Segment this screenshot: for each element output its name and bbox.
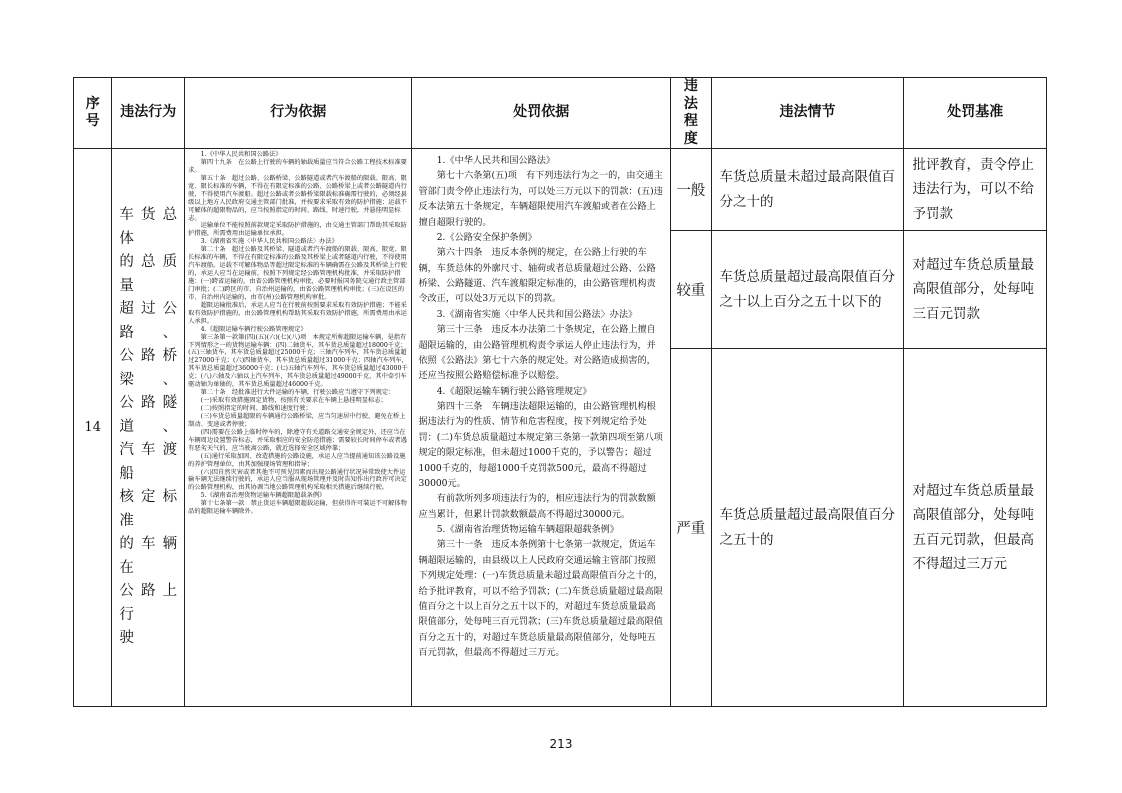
basis-paragraph: 第二十条 超过公路及其桥梁、隧道或者汽车渡船的限载、限高、限宽、限长标准的车辆，不得在有限定标准的公路及其桥梁上或者隧道内行驶，不得使用汽车渡船。运载不可解体物品等超过限定标准的车辆确需在公路及其桥梁上行驶的，承运人应当在运输前，按照下列规定经公路管理机构批准，并采取防护措施：(一)跨省运输的，由省公路管理机构审批，必要时报国务院交通行政主管部门审批；(二)跨区的市、自治州运输的，由省公路管理机构审批；(三)在设区的市、自治州内运输的，由市(州)公路管理机构审批。 [188, 246, 407, 301]
violation-line: 超过公路、 [119, 301, 178, 341]
row-number: 14 [74, 149, 112, 707]
basis-paragraph: (五)通行采取加固、改造措施的公路设施，承运人应当提前通知该公路设施的养护管理单位，由其加强现场管理和指导； [188, 452, 406, 468]
header-standard: 处罚基准 [904, 78, 1047, 149]
basis-paragraph: 运输单位不能按照前款规定采取防护措施的，由交通主管部门帮助其采取防护措施，所需费用由运输单位承担。 [188, 222, 407, 238]
basis-paragraph: 第二十条 经批准进行大件运输的车辆，行驶公路应当遵守下列规定： [200, 389, 395, 397]
penalty-paragraph: 第六十四条 违反本条例的规定，在公路上行驶的车辆，车货总体的外廓尺寸、轴荷或者总质量超过公路、公路桥梁、公路隧道、汽车渡船限定标准的，由公路管理机构责令改正，可以处3万元以下的罚款。 [418, 248, 656, 305]
header-no: 序号 [74, 78, 112, 149]
basis-paragraph: 1.《中华人民共和国公路法》 [200, 151, 282, 158]
penalty-paragraph: 4.《超限运输车辆行驶公路管理规定》 [436, 386, 592, 397]
violation-line: 核定标准 [119, 489, 178, 529]
basis-paragraph: (六)因自然灾害或者其他不可预见因素而出现公路通行状况异常致使大件运输车辆无法继续行驶的，承运人应当服从现场管理并及时告知作出行政许可决定的公路管理机构，由其协调当地公路管理机构采取相关措施后继续行驶。 [188, 468, 407, 492]
basis-paragraph: (四)需要在公路上临时停车的，除遵守有关道路交通安全规定外，还应当在车辆周边设置警告标志，并采取相应的安全防范措施；需要较长时间停车或者遇有恶劣天气的，应当驶离公路，就近选择安全区域停靠； [188, 428, 407, 452]
degree-severe: 严重 [671, 349, 711, 707]
header-circumstance: 违法情节 [711, 78, 904, 149]
degree-serious: 较重 [671, 231, 711, 349]
basis-paragraph: 超限运输批准后，承运人应当在行驶前按照要求采取有效防护措施；不能采取有效防护措施的，由公路管理机构帮助其采取有效防护措施，所需费用由承运人承担。 [188, 301, 407, 325]
circumstance-serious: 车货总质量超过最高限值百分之十以上百分之五十以下的 [711, 231, 904, 349]
penalty-paragraph: 第七十六条第(五)项 有下列违法行为之一的，由交通主管部门责令停止违法行为，可以处三万元以下的罚款：(五)违反本法第五十条规定，车辆超限使用汽车渡船或者在公路上擅自超限行驶的。 [418, 171, 663, 228]
basis-cell [185, 149, 412, 707]
page-number: 213 [549, 737, 573, 751]
basis-paragraph: 第四十九条 在公路上行驶的车辆的轴载质量应当符合公路工程技术标准要求。 [188, 158, 407, 174]
standard-serious: 对超过车货总质量最高限值部分，处每吨三百元罚款 [904, 231, 1047, 349]
circumstance-general: 车货总质量未超过最高限值百分之十的 [711, 149, 904, 231]
basis-paragraph: 第十七条第一款 禁止货运车辆超限超载运输，但获得许可装运不可解体物品的超限运输车辆除外。 [188, 500, 407, 516]
basis-paragraph: (三)车货总质量超限的车辆通行公路桥梁，应当匀速居中行驶，避免在桥上制动、变速或者停驶； [188, 412, 406, 428]
violation-line: 汽车渡船 [119, 442, 178, 482]
header-violation: 违法行为 [112, 78, 185, 149]
standard-general: 批评教育，责令停止违法行为，可以不给予罚款 [904, 149, 1047, 231]
circumstance-severe: 车货总质量超过最高限值百分之五十的 [711, 349, 904, 707]
degree-general: 一般 [671, 149, 711, 231]
header-degree: 违法程度 [671, 78, 711, 149]
violation-line: 车货总体 [119, 207, 178, 247]
penalty-table [73, 77, 1047, 707]
basis-paragraph: 5.《湖南省治理货物运输车辆超限超载条例》 [200, 492, 326, 500]
header-row [74, 78, 1047, 149]
basis-paragraph: 第五十条 超过公路、公路桥梁、公路隧道或者汽车渡船的限载、限高、限宽、限长标准的车辆，不得在有限定标准的公路、公路桥梁上或者公路隧道内行驶，不得使用汽车渡船。超过公路或者公路桥梁限载标准确需行驶的，必须经县级以上地方人民政府交通主管部门批准，并按要求采取有效的防护措施；运载不可解体的超限物品的，应当按照指定的时间、路线、时速行驶，并悬挂明显标志。 [188, 174, 407, 222]
violation-line: 驶 [119, 630, 134, 647]
penalty-basis-cell [412, 149, 671, 707]
basis-paragraph: (二)按照指定的时间、路线和速度行驶； [200, 405, 312, 412]
basis-paragraph: (一)采取有效措施固定货物，按照有关要求在车辆上悬挂明显标志； [200, 397, 387, 405]
violation-line: 公路桥梁、 [119, 348, 178, 388]
header-basis: 行为依据 [185, 78, 412, 149]
table-row [74, 149, 1047, 231]
penalty-paragraph: 第三十一条 违反本条例第十七条第一款规定，货运车辆超限运输的，由县级以上人民政府交通运输主管部门按照下列规定处理：(一)车货总质量未超过最高限值百分之十的，给予批评教育，可以不给予罚款；(二)车货总质量超过最高限值百分之十以上百分之五十以下的，对超过车货总质量最高限值部分，处每吨三百元罚款；(三)车货总质量超过最高限值百分之五十的，对超过车货总质量最高限值部分，处每吨五百元罚款，但最高不得超过三万元。 [418, 540, 663, 658]
penalty-paragraph: 有前款所列多项违法行为的，相应违法行为的罚款数额应当累计，但累计罚款数额最高不得超过30000元。 [418, 494, 656, 520]
basis-paragraph: 4.《超限运输车辆行驶公路管理规定》 [200, 325, 307, 333]
penalty-paragraph: 第三十三条 违反本办法第二十条规定，在公路上擅自超限运输的，由公路管理机构责令承运人停止违法行为，并依照《公路法》第七十六条的规定处。对公路造成损害的，还应当按照公路赔偿标准予以赔偿。 [418, 325, 656, 382]
violation-cell [112, 149, 185, 707]
penalty-paragraph: 2.《公路安全保护条例》 [436, 232, 537, 243]
penalty-paragraph: 3.《湖南省实施〈中华人民共和国公路法〉办法》 [436, 309, 638, 320]
standard-severe: 对超过车货总质量最高限值部分，处每吨五百元罚款，但最高不得超过三万元 [904, 349, 1047, 707]
penalty-paragraph: 5.《湖南省治理货物运输车辆超限超载条例》 [436, 525, 619, 535]
penalty-paragraph: 第四十三条 车辆违法超限运输的，由公路管理机构根据违法行为的性质、情节和危害程度，按下列规定给予处罚：(二)车货总质量超过本规定第三条第一款第四项至第八项规定的限定标准，但未超过1000千克的，予以警告；超过1000千克的，每超1000千克罚款500元，最高不得超过30000元。 [418, 402, 663, 489]
penalty-paragraph: 1.《中华人民共和国公路法》 [436, 156, 555, 166]
violation-line: 的总质量 [119, 254, 178, 294]
basis-paragraph: 第三条第一款第(四)(五)(六)(七)(八)项 本规定所称超限运输车辆，是指有下列情形之一的货物运输车辆：(四)二轴货车，其车货总质量超过18000千克；(五)三轴货车，其车货总质量超过25000千克；三轴汽车列车，其车货总质量超过27000千克；(六)四轴货车，其车货总质量超过31000千克；四轴汽车列车，其车货总质量超过36000千克；(七)五轴汽车列车，其车货总质量超过43000千克；(八)六轴及六轴以上汽车列车，其车货总质量超过49000千克，其中牵引车驱动轴为单轴的，其车货总质量超过46000千克。 [188, 333, 408, 389]
violation-line: 公路隧道、 [119, 395, 178, 435]
header-penalty-basis: 处罚依据 [412, 78, 671, 149]
basis-paragraph: 3.《湖南省实施〈中华人民共和国公路法〉办法》 [200, 238, 338, 246]
violation-line: 的车辆在 [119, 536, 178, 576]
violation-line: 公路上行 [119, 583, 178, 623]
